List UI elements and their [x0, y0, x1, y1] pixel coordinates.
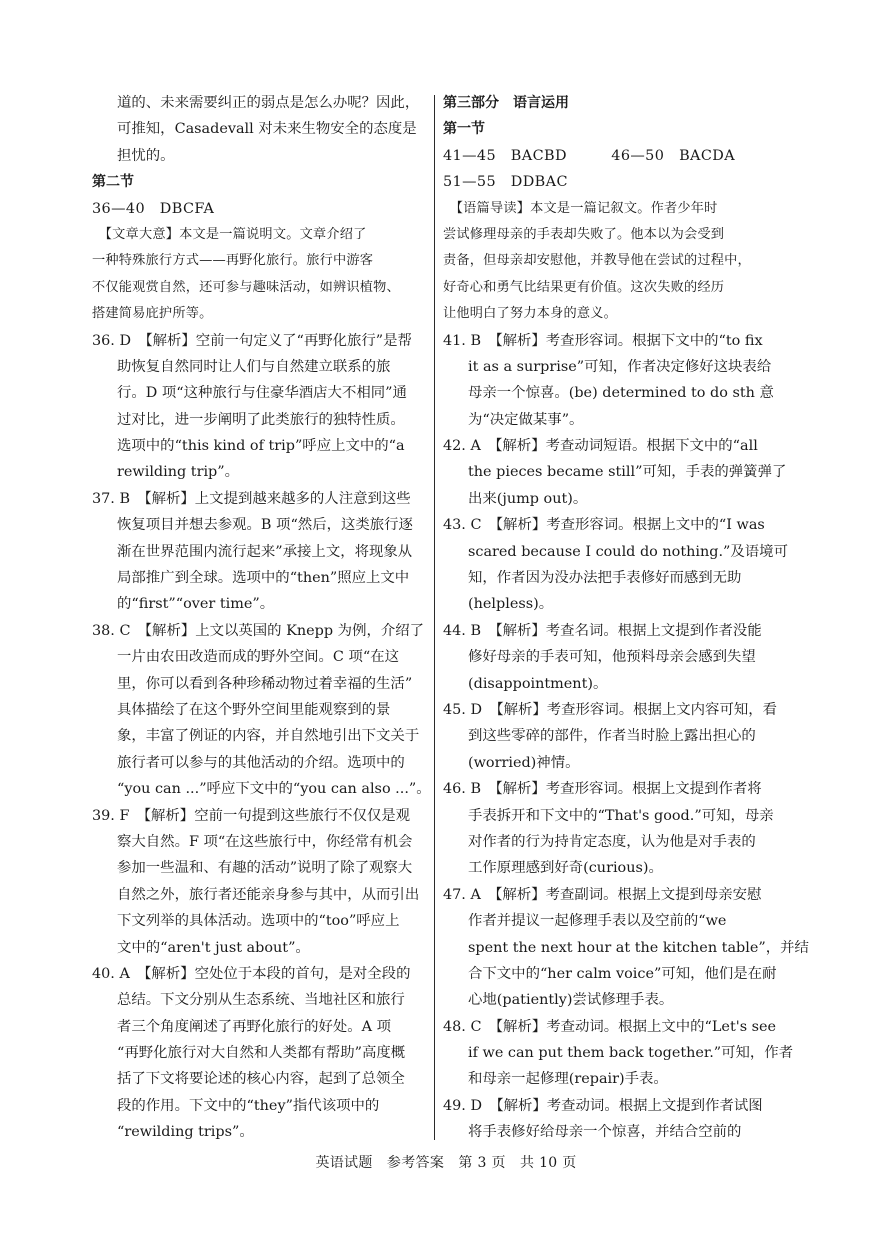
text-line: 搭建简易庇护所等。 — [92, 306, 213, 322]
text-line: 一种特殊旅行方式——再野化旅行。旅行中游客 — [92, 253, 374, 269]
text-line: 里，你可以看到各种珍稀动物过着幸福的生活” — [117, 675, 413, 692]
text-line: spent the next hour at the kitchen table”，并结 — [468, 939, 809, 956]
text-line: 工作原理感到好奇(curious)。 — [468, 860, 663, 877]
text-line: 49. D 【解析】考查动词。根据上文提到作者试图 — [443, 1097, 763, 1114]
text-line: 48. C 【解析】考查动词。根据上文中的“Let's see — [443, 1018, 777, 1035]
text-line: 象，丰富了例证的内容，并自然地引出下文关于 — [117, 728, 420, 745]
text-line: 局部推广到全球。选项中的“then”照应上文中 — [117, 570, 410, 587]
text-line: 过对比，进一步阐明了此类旅行的独特性质。 — [117, 411, 405, 428]
text-line: 45. D 【解析】考查形容词。根据上文内容可知，看 — [443, 701, 778, 718]
text-line: 责备，但母亲却安慰他，并教导他在尝试的过程中， — [443, 253, 751, 269]
text-line: 察大自然。F 项“在这些旅行中，你经常有机会 — [117, 833, 413, 850]
text-line: 出来(jump out)。 — [468, 490, 588, 507]
text-line: scared because I could do nothing.”及语境可 — [468, 543, 788, 560]
text-line: “再野化旅行对大自然和人类都有帮助”高度概 — [117, 1045, 406, 1062]
text-line: 41. B 【解析】考查形容词。根据下文中的“to fix — [443, 332, 763, 349]
text-line: 总结。下文分别从生态系统、当地社区和旅行 — [117, 992, 405, 1009]
column-divider — [434, 95, 435, 1140]
text-line: 好奇心和勇气比结果更有价值。这次失败的经历 — [443, 279, 725, 295]
text-line: 修好母亲的手表可知，他预料母亲会感到失望 — [468, 649, 756, 666]
text-line: 47. A 【解析】考查副词。根据上文提到母亲安慰 — [443, 886, 762, 903]
text-line: 的“first”“over time”。 — [117, 596, 275, 613]
text-line: 第三部分 语言运用 — [443, 95, 569, 111]
text-line: 为“决定做某事”。 — [468, 411, 584, 428]
text-line: 46. B 【解析】考查形容词。根据上文提到作者将 — [443, 781, 762, 798]
text-line: 段的作用。下文中的“they”指代该项中的 — [117, 1097, 380, 1114]
text-line: (helpless)。 — [468, 596, 554, 613]
text-line: 心地(patiently)尝试修理手表。 — [468, 992, 674, 1009]
left-column — [92, 90, 431, 1146]
text-line: 到这些零碎的部件，作者当时脸上露出担心的 — [468, 728, 756, 745]
text-line: 渐在世界范围内流行起来”承接上文，将现象从 — [117, 543, 413, 560]
text-line: 具体描绘了在这个野外空间里能观察到的景 — [117, 701, 391, 718]
text-line: 【语篇导读】本文是一篇记叙文。作者少年时 — [443, 200, 718, 216]
text-line: 行。D 项“这种旅行与住豪华酒店大不相同”通 — [117, 385, 407, 402]
text-line: if we can put them back together.”可知，作者 — [468, 1045, 794, 1062]
page-footer: 英语试题 参考答案 第 3 页 共 10 页 — [315, 1155, 577, 1171]
text-line: 手表拆开和下文中的“That's good.”可知，母亲 — [468, 807, 774, 824]
text-line: 作者并提议一起修理手表以及空前的“we — [468, 913, 727, 930]
text-line: 不仅能观赏自然，还可参与趣味活动，如辨识植物、 — [92, 279, 400, 295]
right-column — [443, 90, 809, 1146]
text-line: 36—40 DBCFA — [92, 200, 215, 217]
text-line: 者三个角度阐述了再野化旅行的好处。A 项 — [117, 1018, 391, 1035]
text-line: 51—55 DDBAC — [443, 174, 568, 191]
text-line: 道的、未来需要纠正的弱点是怎么办呢？因此， — [117, 95, 420, 111]
text-line: 第二节 — [92, 174, 134, 191]
text-line: 44. B 【解析】考查名词。根据上文提到作者没能 — [443, 622, 762, 639]
text-line: 将手表修好给母亲一个惊喜，并结合空前的 — [468, 1124, 742, 1141]
text-line: 助恢复自然同时让人们与自然建立联系的旅 — [117, 358, 391, 375]
text-line: 【文章大意】本文是一篇说明文。文章介绍了 — [92, 226, 367, 242]
text-line: rewilding trip”。 — [117, 464, 240, 481]
text-line: the pieces became still”可知，手表的弹簧弹了 — [468, 464, 787, 481]
text-line: 可推知，Casadevall 对未来生物安全的态度是 — [117, 121, 417, 138]
text-line: 对作者的行为持肯定态度，认为他是对手表的 — [468, 833, 756, 850]
text-line: 母亲一个惊喜。(be) determined to do sth 意 — [468, 385, 774, 402]
text-line: 文中的“aren't just about”。 — [117, 939, 310, 956]
text-line: 让他明白了努力本身的意义。 — [443, 306, 618, 322]
text-line: 40. A 【解析】空处位于本段的首句，是对全段的 — [92, 965, 411, 982]
text-line: 一片由农田改造而成的野外空间。C 项“在这 — [117, 649, 399, 666]
text-line: 36. D 【解析】空前一句定义了“再野化旅行”是帮 — [92, 332, 412, 349]
text-line: 第一节 — [443, 121, 485, 138]
text-line: 合下文中的“her calm voice”可知，他们是在耐 — [468, 965, 777, 982]
text-line: 下文列举的具体活动。选项中的“too”呼应上 — [117, 913, 400, 930]
text-line: 尝试修理母亲的手表却失败了。他本以为会受到 — [443, 226, 725, 242]
text-line: (disappointment)。 — [468, 675, 608, 692]
text-line: 41—45 BACBD 46—50 BACDA — [443, 147, 735, 164]
text-line: 担忧的。 — [117, 147, 175, 164]
text-line: 选项中的“this kind of trip”呼应上文中的“a — [117, 438, 405, 455]
text-line: 43. C 【解析】考查形容词。根据上文中的“I was — [443, 517, 765, 534]
text-line: 参加一些温和、有趣的活动”说明了除了观察大 — [117, 860, 413, 877]
text-line: (worried)神情。 — [468, 754, 580, 771]
text-line: “you can ...”呼应下文中的“you can also ...”。 — [117, 781, 431, 798]
text-line: 38. C 【解析】上文以英国的 Knepp 为例，介绍了 — [92, 622, 425, 639]
text-line: “rewilding trips”。 — [117, 1124, 254, 1141]
text-line: it as a surprise”可知，作者决定修好这块表给 — [468, 358, 772, 375]
text-line: 42. A 【解析】考查动词短语。根据下文中的“all — [443, 438, 758, 455]
text-line: 39. F 【解析】空前一句提到这些旅行不仅仅是观 — [92, 807, 411, 824]
text-line: 37. B 【解析】上文提到越来越多的人注意到这些 — [92, 490, 411, 507]
text-line: 旅行者可以参与的其他活动的介绍。选项中的 — [117, 754, 405, 771]
text-line: 括了下文将要论述的核心内容，起到了总领全 — [117, 1071, 405, 1088]
text-line: 和母亲一起修理(repair)手表。 — [468, 1071, 668, 1088]
text-line: 恢复项目并想去参观。B 项“然后，这类旅行逐 — [117, 517, 413, 534]
text-line: 知，作者因为没办法把手表修好而感到无助 — [468, 570, 742, 587]
text-line: 自然之外，旅行者还能亲身参与其中，从而引出 — [117, 886, 420, 903]
